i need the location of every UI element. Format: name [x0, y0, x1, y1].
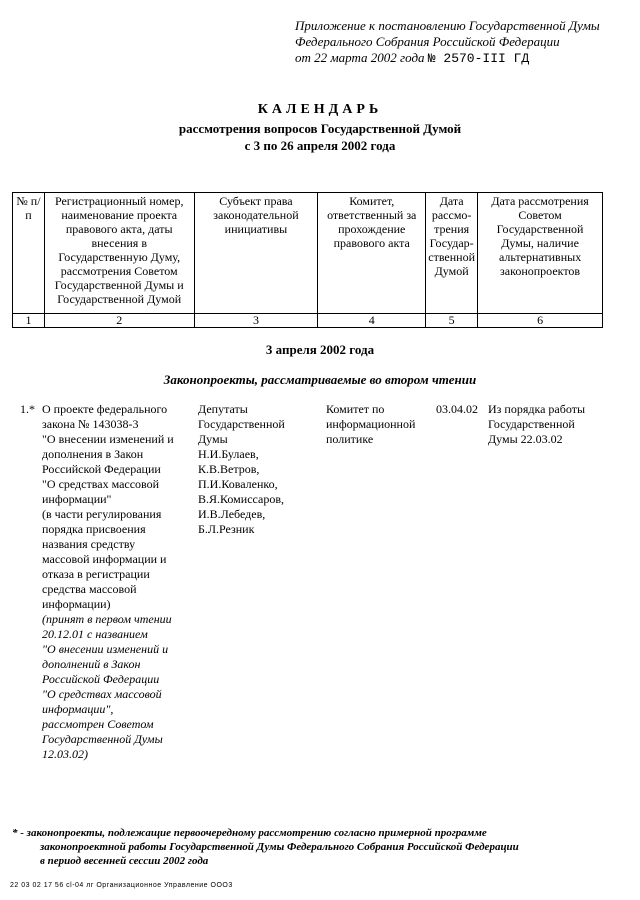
note-line: дополнений в Закон [42, 657, 141, 671]
fax-header-line: 22 03 02 17 56 cl-04 лг Организационное Управление ООО3 [10, 882, 233, 889]
note-line: 20.12.01 с названием [42, 627, 148, 641]
column-headers-row [13, 193, 603, 314]
committee-line: информационной [326, 417, 416, 431]
council-line: Думы 22.03.02 [488, 432, 563, 446]
committee-line: Комитет по [326, 402, 385, 416]
title-line: Российской Федерации [42, 462, 161, 476]
appendix-line-3 [295, 50, 630, 67]
subject-line: В.Я.Комиссаров, [198, 492, 284, 506]
subject-line: И.В.Лебедев, [198, 507, 266, 521]
title-line: О проекте федерального [42, 402, 168, 416]
entry-council [488, 402, 610, 447]
footnote-line: законопроектной работы Государственной Думы Федерального Собрания Российской Федерации [40, 841, 519, 853]
date-heading: 3 апреля 2002 года [265, 342, 375, 357]
footnote [12, 826, 612, 868]
title-line: закона № 143038-3 [42, 417, 139, 431]
title-line: информации" [42, 492, 112, 506]
title-line: отказа в регистрации [42, 567, 150, 581]
council-line: Государственной [488, 417, 575, 431]
appendix-note [295, 18, 630, 67]
col-header-duma-date: Дата рассмо-трения Государ-ственной Думой [426, 193, 478, 314]
title-line: средства массовой [42, 582, 137, 596]
resolution-number: № 2570-III ГД [427, 51, 530, 66]
footnote-line: в период весенней сессии 2002 года [40, 855, 209, 867]
col-header-registration: Регистрационный номер, наименование проекта правового акта, даты внесения в Государственную Думу, рассмотрения Советом Государственной Думы и Государственной Думой [44, 193, 194, 314]
col-number: 1 [13, 314, 45, 328]
committee-line: политике [326, 432, 374, 446]
note-line: (принят в первом чтении [42, 612, 172, 626]
subject-line: Б.Л.Резник [198, 522, 255, 536]
calendar-table-header [12, 192, 603, 328]
col-number: 3 [194, 314, 318, 328]
title-line: массовой информации и [42, 552, 167, 566]
title-line: "О внесении изменений и [42, 432, 174, 446]
subject-line: Депутаты [198, 402, 248, 416]
council-line: Из порядка работы [488, 402, 586, 416]
col-header-number: № п/п [13, 193, 45, 314]
entry-committee [326, 402, 430, 447]
title-line: дополнения в Закон [42, 447, 144, 461]
note-line: "О средствах массовой [42, 687, 162, 701]
subject-line: К.В.Ветров, [198, 462, 260, 476]
title-line: (в части регулирования [42, 507, 162, 521]
note-line: "О внесении изменений и [42, 642, 169, 656]
entry-number: 1.* [20, 402, 35, 416]
subject-line: Думы [198, 432, 228, 446]
note-line: Российской Федерации [42, 672, 160, 686]
entry-duma-date: 03.04.02 [436, 402, 478, 416]
title-line: информации) [42, 597, 111, 611]
col-number: 6 [478, 314, 603, 328]
note-line: 12.03.02) [42, 747, 88, 761]
entry-subject [198, 402, 322, 537]
col-header-committee: Комитет, ответственный за прохождение правового акта [318, 193, 426, 314]
appendix-line-2: Федерального Собрания Российской Федерации [295, 34, 560, 49]
column-numbers-row [13, 314, 603, 328]
col-number: 4 [318, 314, 426, 328]
note-line: информации", [42, 702, 114, 716]
title-line: порядка присвоения [42, 522, 146, 536]
appendix-line-1: Приложение к постановлению Государственной Думы [295, 18, 600, 33]
entry-title [42, 402, 194, 762]
calendar-period: с 3 по 26 апреля 2002 года [244, 138, 396, 153]
subject-line: Государственной [198, 417, 285, 431]
calendar-title: КАЛЕНДАРЬ [257, 102, 383, 117]
appendix-date: от 22 марта 2002 года [295, 50, 425, 65]
note-line: Государственной Думы [42, 732, 163, 746]
col-header-council-date: Дата рассмотрения Советом Государственной Думы, наличие альтернативных законопроектов [478, 193, 603, 314]
subject-line: П.И.Коваленко, [198, 477, 278, 491]
col-number: 2 [44, 314, 194, 328]
note-line: рассмотрен Советом [42, 717, 154, 731]
subject-line: Н.И.Булаев, [198, 447, 259, 461]
footnote-line: * - законопроекты, подлежащие первоочередному рассмотрению согласно примерной программе [12, 827, 487, 839]
title-line: названия средству [42, 537, 136, 551]
calendar-subtitle: рассмотрения вопросов Государственной Думой [178, 121, 462, 136]
title-line: "О средствах массовой [42, 477, 160, 491]
section-heading: Законопроекты, рассматриваемые во втором чтении [163, 372, 477, 387]
col-number: 5 [426, 314, 478, 328]
col-header-subject: Субъект права законодательной инициативы [194, 193, 318, 314]
